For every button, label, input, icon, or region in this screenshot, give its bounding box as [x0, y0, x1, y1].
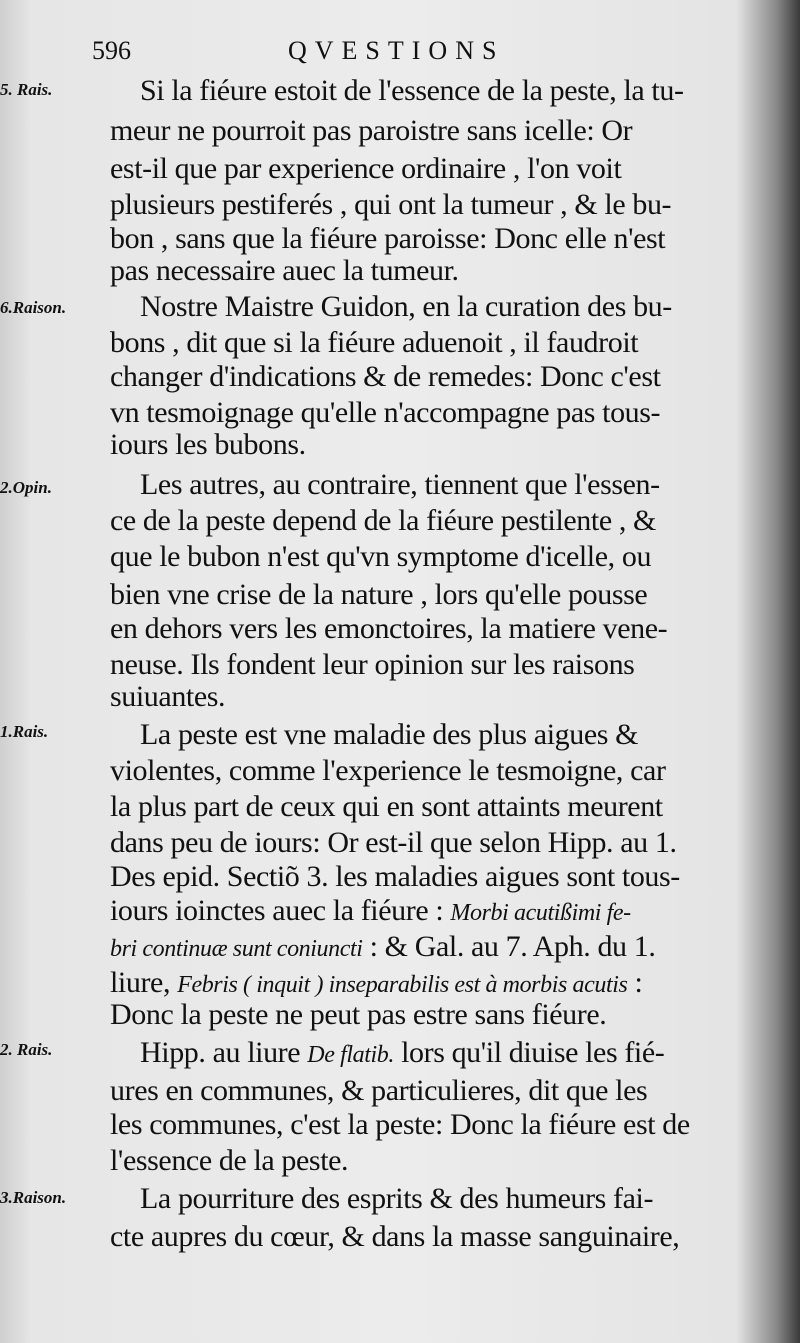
text-line: est-il que par experience ordinaire , l'on voit — [110, 152, 622, 185]
page-number: 596 — [92, 36, 131, 65]
text-line: suiuantes. — [110, 680, 226, 713]
text-line: ce de la peste depend de la fiéure pestilente , & — [110, 504, 656, 537]
text-line: Donc la peste ne peut pas estre sans fiéure. — [110, 998, 607, 1031]
text-line: meur ne pourroit pas paroistre sans icelle: Or — [110, 114, 633, 147]
text-line: pas necessaire auec la tumeur. — [110, 254, 459, 287]
text-line: Les autres, au contraire, tiennent que l'essen- — [140, 468, 660, 501]
text-line: Si la fiéure estoit de l'essence de la peste, la tu- — [140, 74, 684, 107]
latin-quote: bri continuæ sunt coniuncti — [110, 936, 363, 962]
margin-note: 2.Opin. — [0, 478, 52, 497]
text-line: La pourriture des esprits & des humeurs fai- — [140, 1182, 654, 1215]
text-line: ures en communes, & particulieres, dit que les — [110, 1074, 648, 1107]
text-line — [140, 1036, 710, 1072]
latin-quote: Morbi acutißimi fe- — [450, 900, 631, 926]
text-run: Hipp. au liure — [140, 1036, 308, 1069]
page-header — [92, 32, 712, 72]
text-line — [110, 894, 710, 930]
running-title: QVESTIONS — [288, 36, 505, 65]
text-line: violentes, comme l'experience le tesmoigne, car — [110, 754, 666, 787]
text-run: iours ioinctes auec la fiéure : — [110, 894, 451, 927]
text-line: Nostre Maistre Guidon, en la curation des bu- — [140, 290, 672, 323]
text-line: dans peu de iours: Or est-il que selon Hipp. au 1. — [110, 826, 677, 859]
margin-note: 3.Raison. — [0, 1188, 67, 1207]
latin-title: De flatib. — [307, 1042, 394, 1068]
text-line: bon , sans que la fiéure paroisse: Donc elle n'est — [110, 222, 666, 255]
latin-quote: Febris ( inquit ) inseparabilis est à morbis acutis — [177, 972, 628, 998]
text-line: que le bubon n'est qu'vn symptome d'icelle, ou — [110, 540, 652, 573]
text-line: bons , dit que si la fiéure aduenoit , il faudroit — [110, 326, 639, 359]
text-line: en dehors vers les emonctoires, la matiere vene- — [110, 612, 668, 645]
text-run: liure, — [110, 966, 178, 999]
text-line: plusieurs pestiferés , qui ont la tumeur , & le bu- — [110, 188, 672, 221]
text-line: changer d'indications & de remedes: Donc c'est — [110, 360, 661, 393]
text-run: : & Gal. au 7. Aph. du 1. — [362, 930, 656, 963]
text-line: cte aupres du cœur, & dans la masse sanguinaire, — [110, 1220, 680, 1253]
text-run: : — [627, 966, 643, 999]
text-line — [110, 930, 710, 966]
margin-note: 1.Rais. — [0, 722, 49, 741]
text-line: la plus part de ceux qui en sont attaints meurent — [110, 790, 663, 823]
text-line — [110, 966, 710, 1002]
margin-note: 6.Raison. — [0, 298, 67, 317]
text-line: neuse. Ils fondent leur opinion sur les raisons — [110, 648, 635, 681]
text-line: iours les bubons. — [110, 428, 306, 461]
margin-note: 2. Rais. — [0, 1040, 53, 1059]
text-line: Des epid. Sectiõ 3. les maladies aigues sont tous- — [110, 860, 680, 893]
text-line: les communes, c'est la peste: Donc la fiéure est de — [110, 1108, 690, 1141]
margin-note: 5. Rais. — [0, 80, 53, 99]
text-line: La peste est vne maladie des plus aigues & — [140, 718, 639, 751]
text-line: vn tesmoignage qu'elle n'accompagne pas tous- — [110, 396, 661, 429]
text-line: l'essence de la peste. — [110, 1144, 349, 1177]
text-run: lors qu'il diuise les fié- — [393, 1036, 665, 1069]
text-line: bien vne crise de la nature , lors qu'elle pousse — [110, 578, 648, 611]
